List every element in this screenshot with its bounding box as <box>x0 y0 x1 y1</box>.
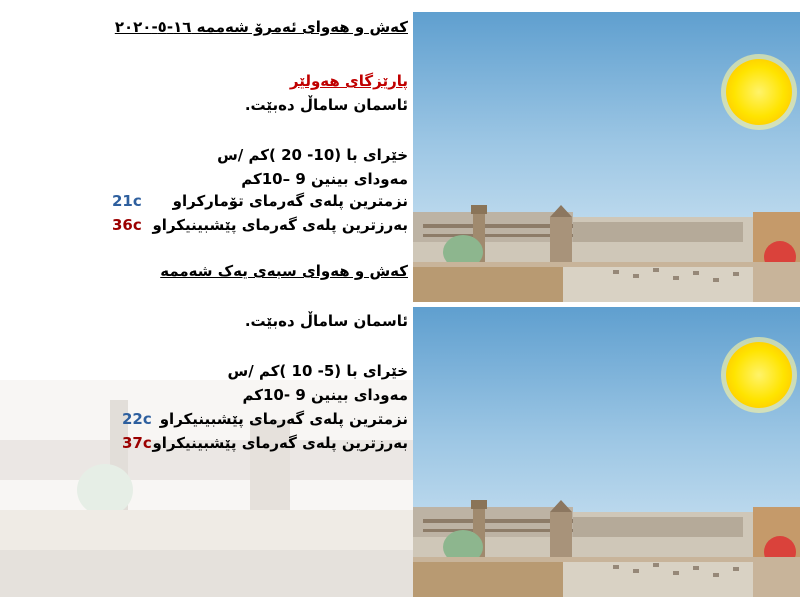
tomorrow-weather-image <box>413 307 800 597</box>
today-max-value: 36c <box>112 216 142 234</box>
today-weather-image <box>413 12 800 302</box>
today-visibility: مەودای بینین 9 –10کم <box>241 170 408 188</box>
tomorrow-wind: خێرای با (5- 10 )کم /س <box>227 362 408 380</box>
today-min-value: 21c <box>112 192 142 210</box>
sun-icon <box>721 337 797 413</box>
tomorrow-min-label: نزمترین پلەی گەرمای پێشبینیکراو <box>159 410 408 428</box>
tomorrow-max-value: 37c <box>122 434 152 452</box>
today-max-label: بەرزترین پلەی گەرمای پێشبینیکراو <box>152 216 408 234</box>
today-wind: خێرای با (10- 20 )کم /س <box>217 146 408 164</box>
tomorrow-max-temp <box>100 434 408 452</box>
tomorrow-min-value: 22c <box>122 410 152 428</box>
sun-icon <box>721 54 797 130</box>
tomorrow-max-label: بەرزترین پلەی گەرمای پێشبینیکراو <box>152 434 408 452</box>
today-heading: کەش و هەوای ئەمرۆ شەممە ۱٦-٥-۲۰۲۰ <box>114 18 408 36</box>
today-min-label: نزمترین پلەی گەرمای تۆمارکراو <box>172 192 408 210</box>
today-min-temp <box>100 192 408 210</box>
tomorrow-sky: ئاسمان ساماڵ دەبێت. <box>244 312 408 330</box>
city-name: پارێزگای هەولێر <box>289 72 408 90</box>
tomorrow-heading: کەش و هەوای سبەی یەک شەممە <box>160 262 408 280</box>
today-max-temp <box>100 216 408 234</box>
tomorrow-visibility: مەودای بینین 9 -10کم <box>242 386 408 404</box>
today-sky: ئاسمان ساماڵ دەبێت. <box>244 96 408 114</box>
tomorrow-min-temp <box>100 410 408 428</box>
